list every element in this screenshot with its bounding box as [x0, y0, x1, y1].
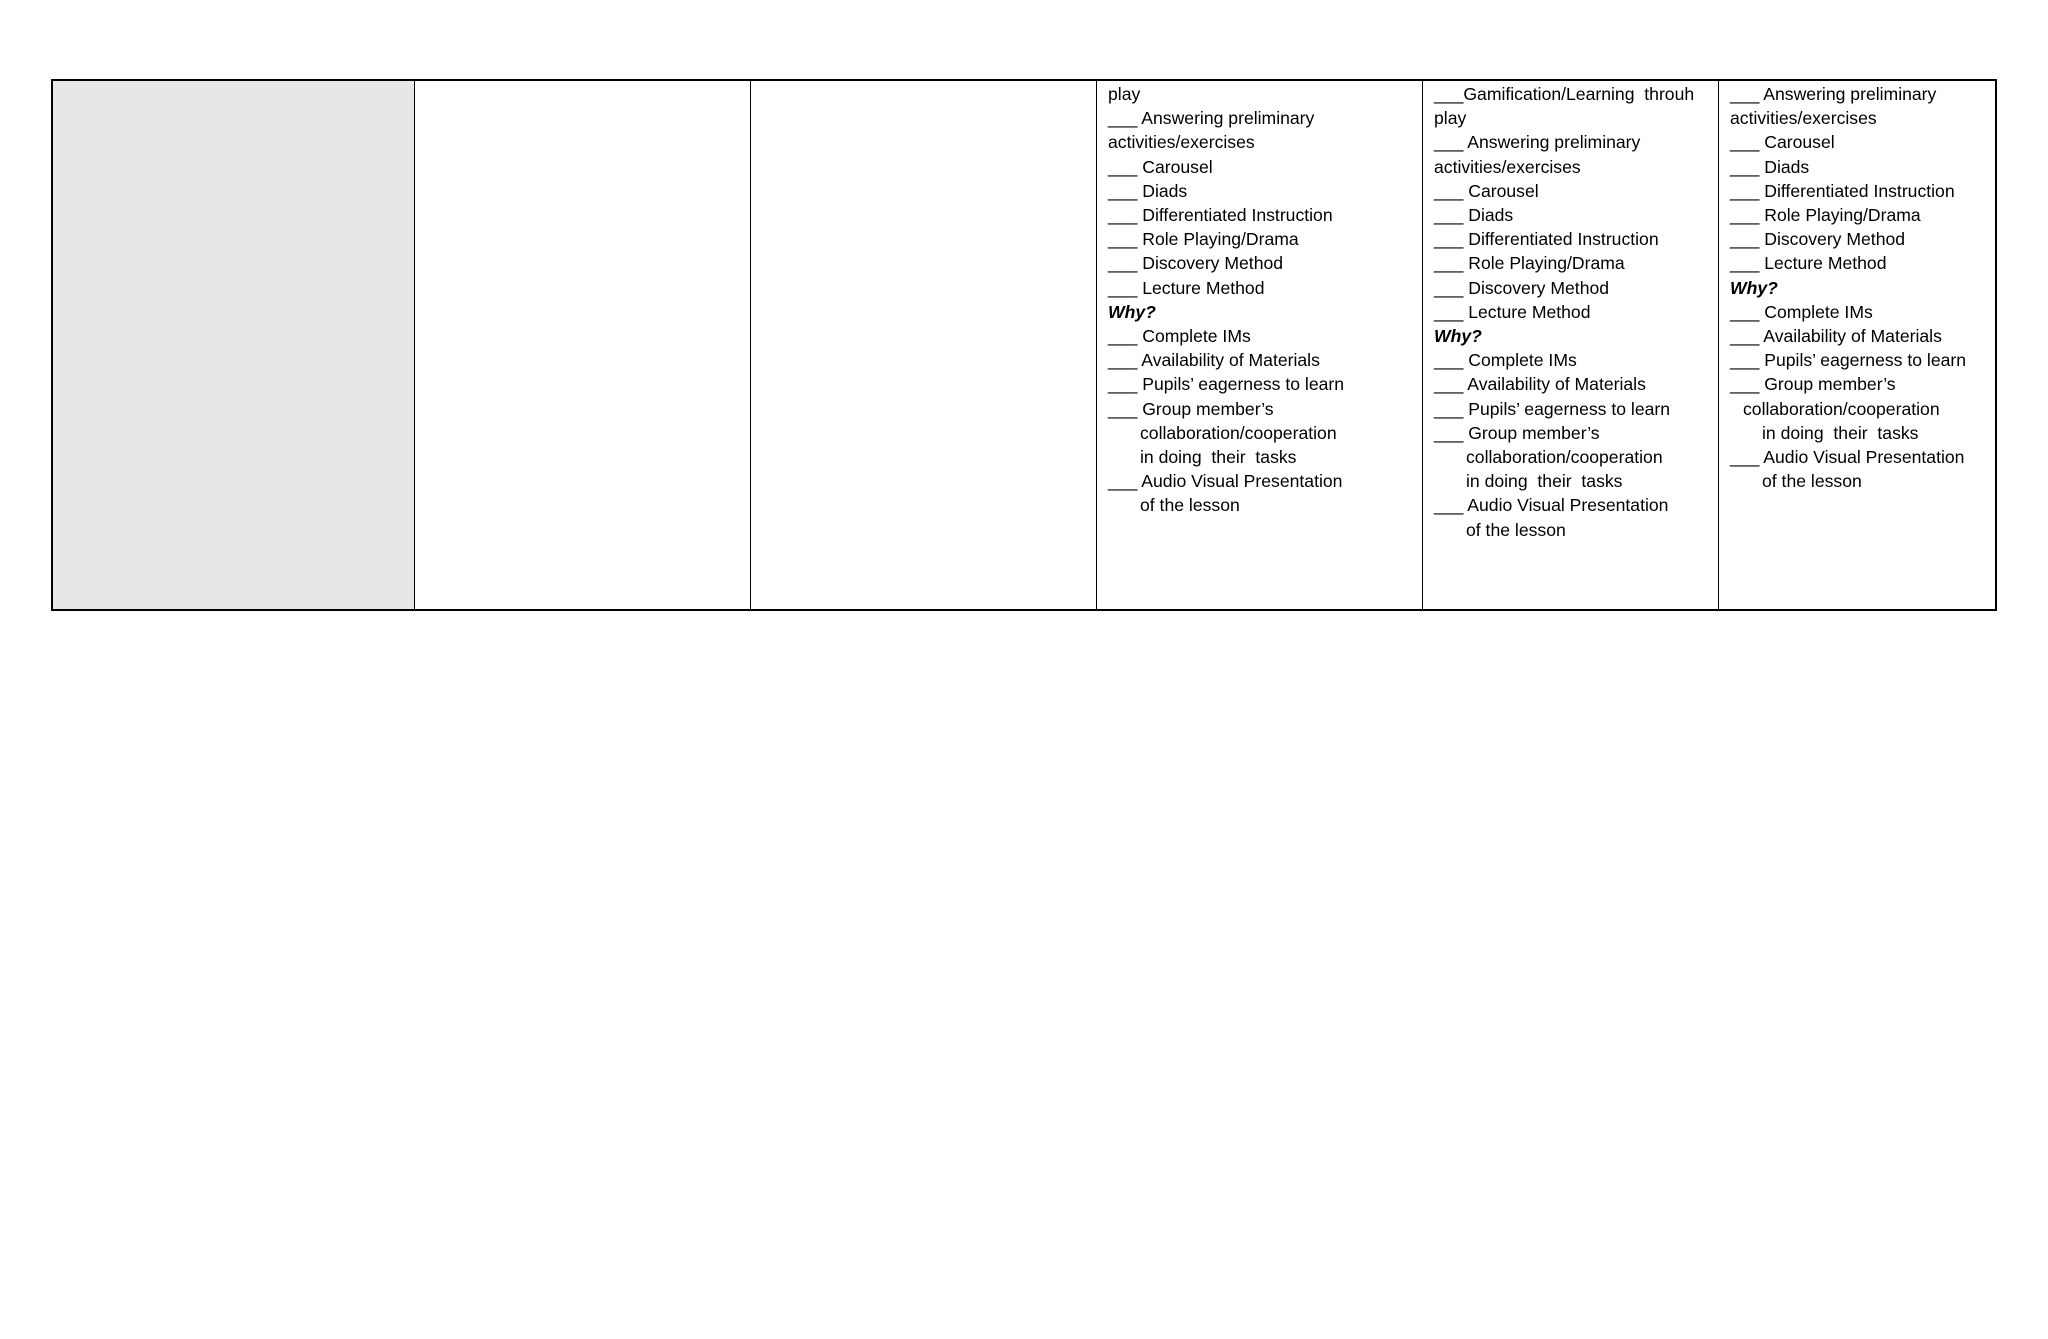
checklist-line: ___ Pupils’ eagerness to learn [1108, 374, 1345, 395]
checklist-line: ___ Diads [1108, 180, 1188, 201]
why-heading: Why? [1434, 326, 1482, 347]
checklist-line: ___ Group member’s [1108, 398, 1274, 419]
checklist-line: ___ Group member’s [1434, 422, 1600, 443]
checklist-line: collaboration/cooperation [1466, 447, 1663, 468]
strategies-cell-4 [1097, 81, 1423, 609]
checklist-line: ___ Lecture Method [1730, 253, 1887, 274]
checklist-line: ___ Complete IMs [1730, 301, 1873, 322]
checklist-line: ___ Diads [1434, 205, 1514, 226]
checklist-line: ___ Carousel [1730, 132, 1835, 153]
checklist-line: in doing their tasks [1762, 422, 1919, 443]
checklist-line: ___ Availability of Materials [1730, 326, 1942, 347]
checklist-line: ___ Group member’s [1730, 374, 1896, 395]
checklist-line: ___ Role Playing/Drama [1108, 229, 1299, 250]
checklist-line: ___ Lecture Method [1434, 301, 1591, 322]
checklist-line: ___ Audio Visual Presentation [1434, 495, 1669, 516]
checklist-line: ___ Diads [1730, 156, 1810, 177]
checklist-line: play [1108, 84, 1141, 104]
checklist-line: ___ Pupils’ eagerness to learn [1434, 398, 1671, 419]
checklist-line: ___ Answering preliminary [1434, 132, 1641, 153]
empty-cell-2 [415, 81, 751, 609]
checklist-line: of the lesson [1762, 471, 1862, 492]
strategies-cell-5 [1423, 81, 1719, 609]
checklist-line: ___ Differentiated Instruction [1434, 229, 1659, 250]
checklist-line: ___ Differentiated Instruction [1108, 205, 1333, 226]
checklist-line: ___ Carousel [1434, 180, 1539, 201]
checklist-line: activities/exercises [1108, 132, 1255, 153]
checklist-line: ___ Audio Visual Presentation [1108, 471, 1343, 492]
checklist-line: ___ Discovery Method [1730, 229, 1906, 250]
checklist-line: activities/exercises [1730, 108, 1877, 129]
checklist-line: ___ Differentiated Instruction [1730, 180, 1955, 201]
checklist-line: ___ Role Playing/Drama [1730, 205, 1921, 226]
checklist-line: ___ Carousel [1108, 156, 1213, 177]
checklist-line: in doing their tasks [1466, 471, 1623, 492]
checklist-line: ___ Role Playing/Drama [1434, 253, 1625, 274]
shaded-cell [53, 81, 415, 609]
checklist-line: ___ Answering preliminary [1108, 108, 1315, 129]
empty-cell-3 [751, 81, 1097, 609]
checklist-line: ___ Discovery Method [1434, 277, 1610, 298]
checklist-line: ___ Complete IMs [1434, 350, 1577, 371]
checklist-line: of the lesson [1466, 519, 1566, 540]
checklist-line: ___ Lecture Method [1108, 277, 1265, 298]
why-heading: Why? [1108, 301, 1156, 322]
checklist-line: ___ Answering preliminary [1730, 84, 1937, 104]
checklist-line: ___ Availability of Materials [1108, 350, 1320, 371]
strategies-cell-6 [1719, 81, 1995, 609]
checklist-line: in doing their tasks [1140, 447, 1297, 468]
checklist-line: collaboration/cooperation [1743, 398, 1940, 419]
checklist-line: ___ Pupils’ eagerness to learn [1730, 350, 1967, 371]
lesson-table-row [51, 79, 1997, 611]
checklist-line: play [1434, 108, 1467, 129]
checklist-line: of the lesson [1140, 495, 1240, 516]
checklist-line: ___ Availability of Materials [1434, 374, 1646, 395]
checklist-line: ___ Audio Visual Presentation [1730, 447, 1965, 468]
checklist-line: ___Gamification/Learning throuh [1434, 84, 1695, 104]
checklist-line: collaboration/cooperation [1140, 422, 1337, 443]
checklist-line: ___ Discovery Method [1108, 253, 1284, 274]
checklist-line: activities/exercises [1434, 156, 1581, 177]
why-heading: Why? [1730, 277, 1778, 298]
checklist-line: ___ Complete IMs [1108, 326, 1251, 347]
